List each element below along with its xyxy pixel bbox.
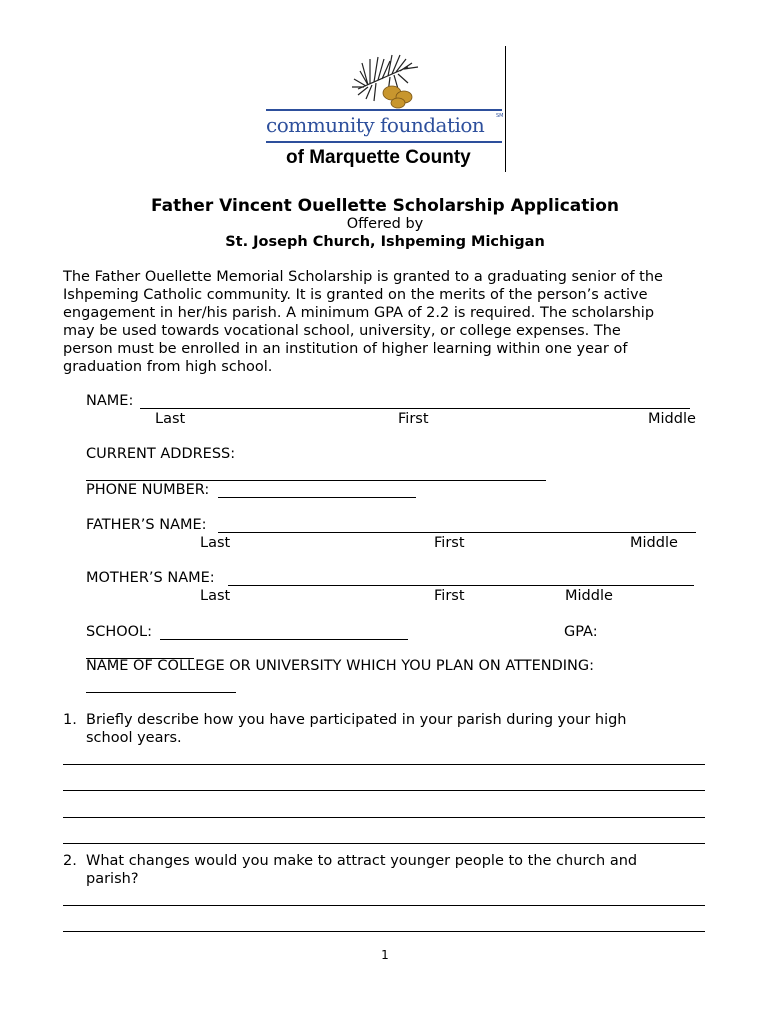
logo-divider [505,46,506,172]
pine-branch-icon [348,49,428,111]
mother-last-label: Last [200,588,231,604]
page-title: Father Vincent Ouellette Scholarship Application [150,196,619,216]
mother-name-field[interactable] [228,585,694,586]
answer-line[interactable] [63,764,705,765]
college-label: NAME OF COLLEGE OR UNIVERSITY WHICH YOU PLAN ON ATTENDING: [86,658,594,674]
name-last-label: Last [155,411,186,427]
question-2-text: What changes would you make to attract younger people to the church and [86,853,638,869]
father-label: FATHER’S NAME: [86,517,207,533]
father-first-label: First [434,535,465,551]
father-last-label: Last [200,535,231,551]
logo-mark: SM [496,113,504,119]
intro-line: The Father Ouellette Memorial Scholarship is granted to a graduating senior of the [63,269,663,285]
intro-line: Ishpeming Catholic community. It is granted on the merits of the person’s active [63,287,648,303]
college-field[interactable] [86,692,236,693]
name-first-label: First [398,411,429,427]
answer-line[interactable] [63,843,705,844]
question-2-text-cont: parish? [86,871,139,887]
logo-line1: community foundation [266,113,485,137]
intro-line: may be used towards vocational school, university, or college expenses. The [63,323,621,339]
question-1-number: 1. [63,712,77,728]
school-label: SCHOOL: [86,624,153,640]
logo-line2: of Marquette County [286,147,471,168]
father-middle-label: Middle [630,535,678,551]
school-field[interactable] [160,639,408,640]
address-field[interactable] [86,480,546,481]
logo [260,45,510,175]
answer-line[interactable] [63,905,705,906]
mother-label: MOTHER’S NAME: [86,570,215,586]
phone-field[interactable] [218,497,416,498]
church-name: St. Joseph Church, Ishpeming Michigan [225,234,545,250]
question-1-text-cont: school years. [86,730,182,746]
page-number: 1 [381,948,389,962]
name-field[interactable] [140,408,690,409]
phone-label: PHONE NUMBER: [86,482,210,498]
intro-line: graduation from high school. [63,359,273,375]
name-middle-label: Middle [648,411,696,427]
gpa-label: GPA: [564,624,598,640]
intro-paragraph [63,268,713,376]
intro-line: person must be enrolled in an institution of higher learning within one year of [63,341,628,357]
name-label: NAME: [86,393,134,409]
answer-line[interactable] [63,931,705,932]
mother-first-label: First [434,588,465,604]
intro-line: engagement in her/his parish. A minimum GPA of 2.2 is required. The scholarship [63,305,655,321]
father-name-field[interactable] [218,532,696,533]
offered-by: Offered by [346,216,424,232]
question-1-text: Briefly describe how you have participated in your parish during your high [86,712,627,728]
answer-line[interactable] [63,790,705,791]
mother-middle-label: Middle [565,588,613,604]
address-label: CURRENT ADDRESS: [86,446,236,462]
answer-line[interactable] [63,817,705,818]
question-2-number: 2. [63,853,77,869]
